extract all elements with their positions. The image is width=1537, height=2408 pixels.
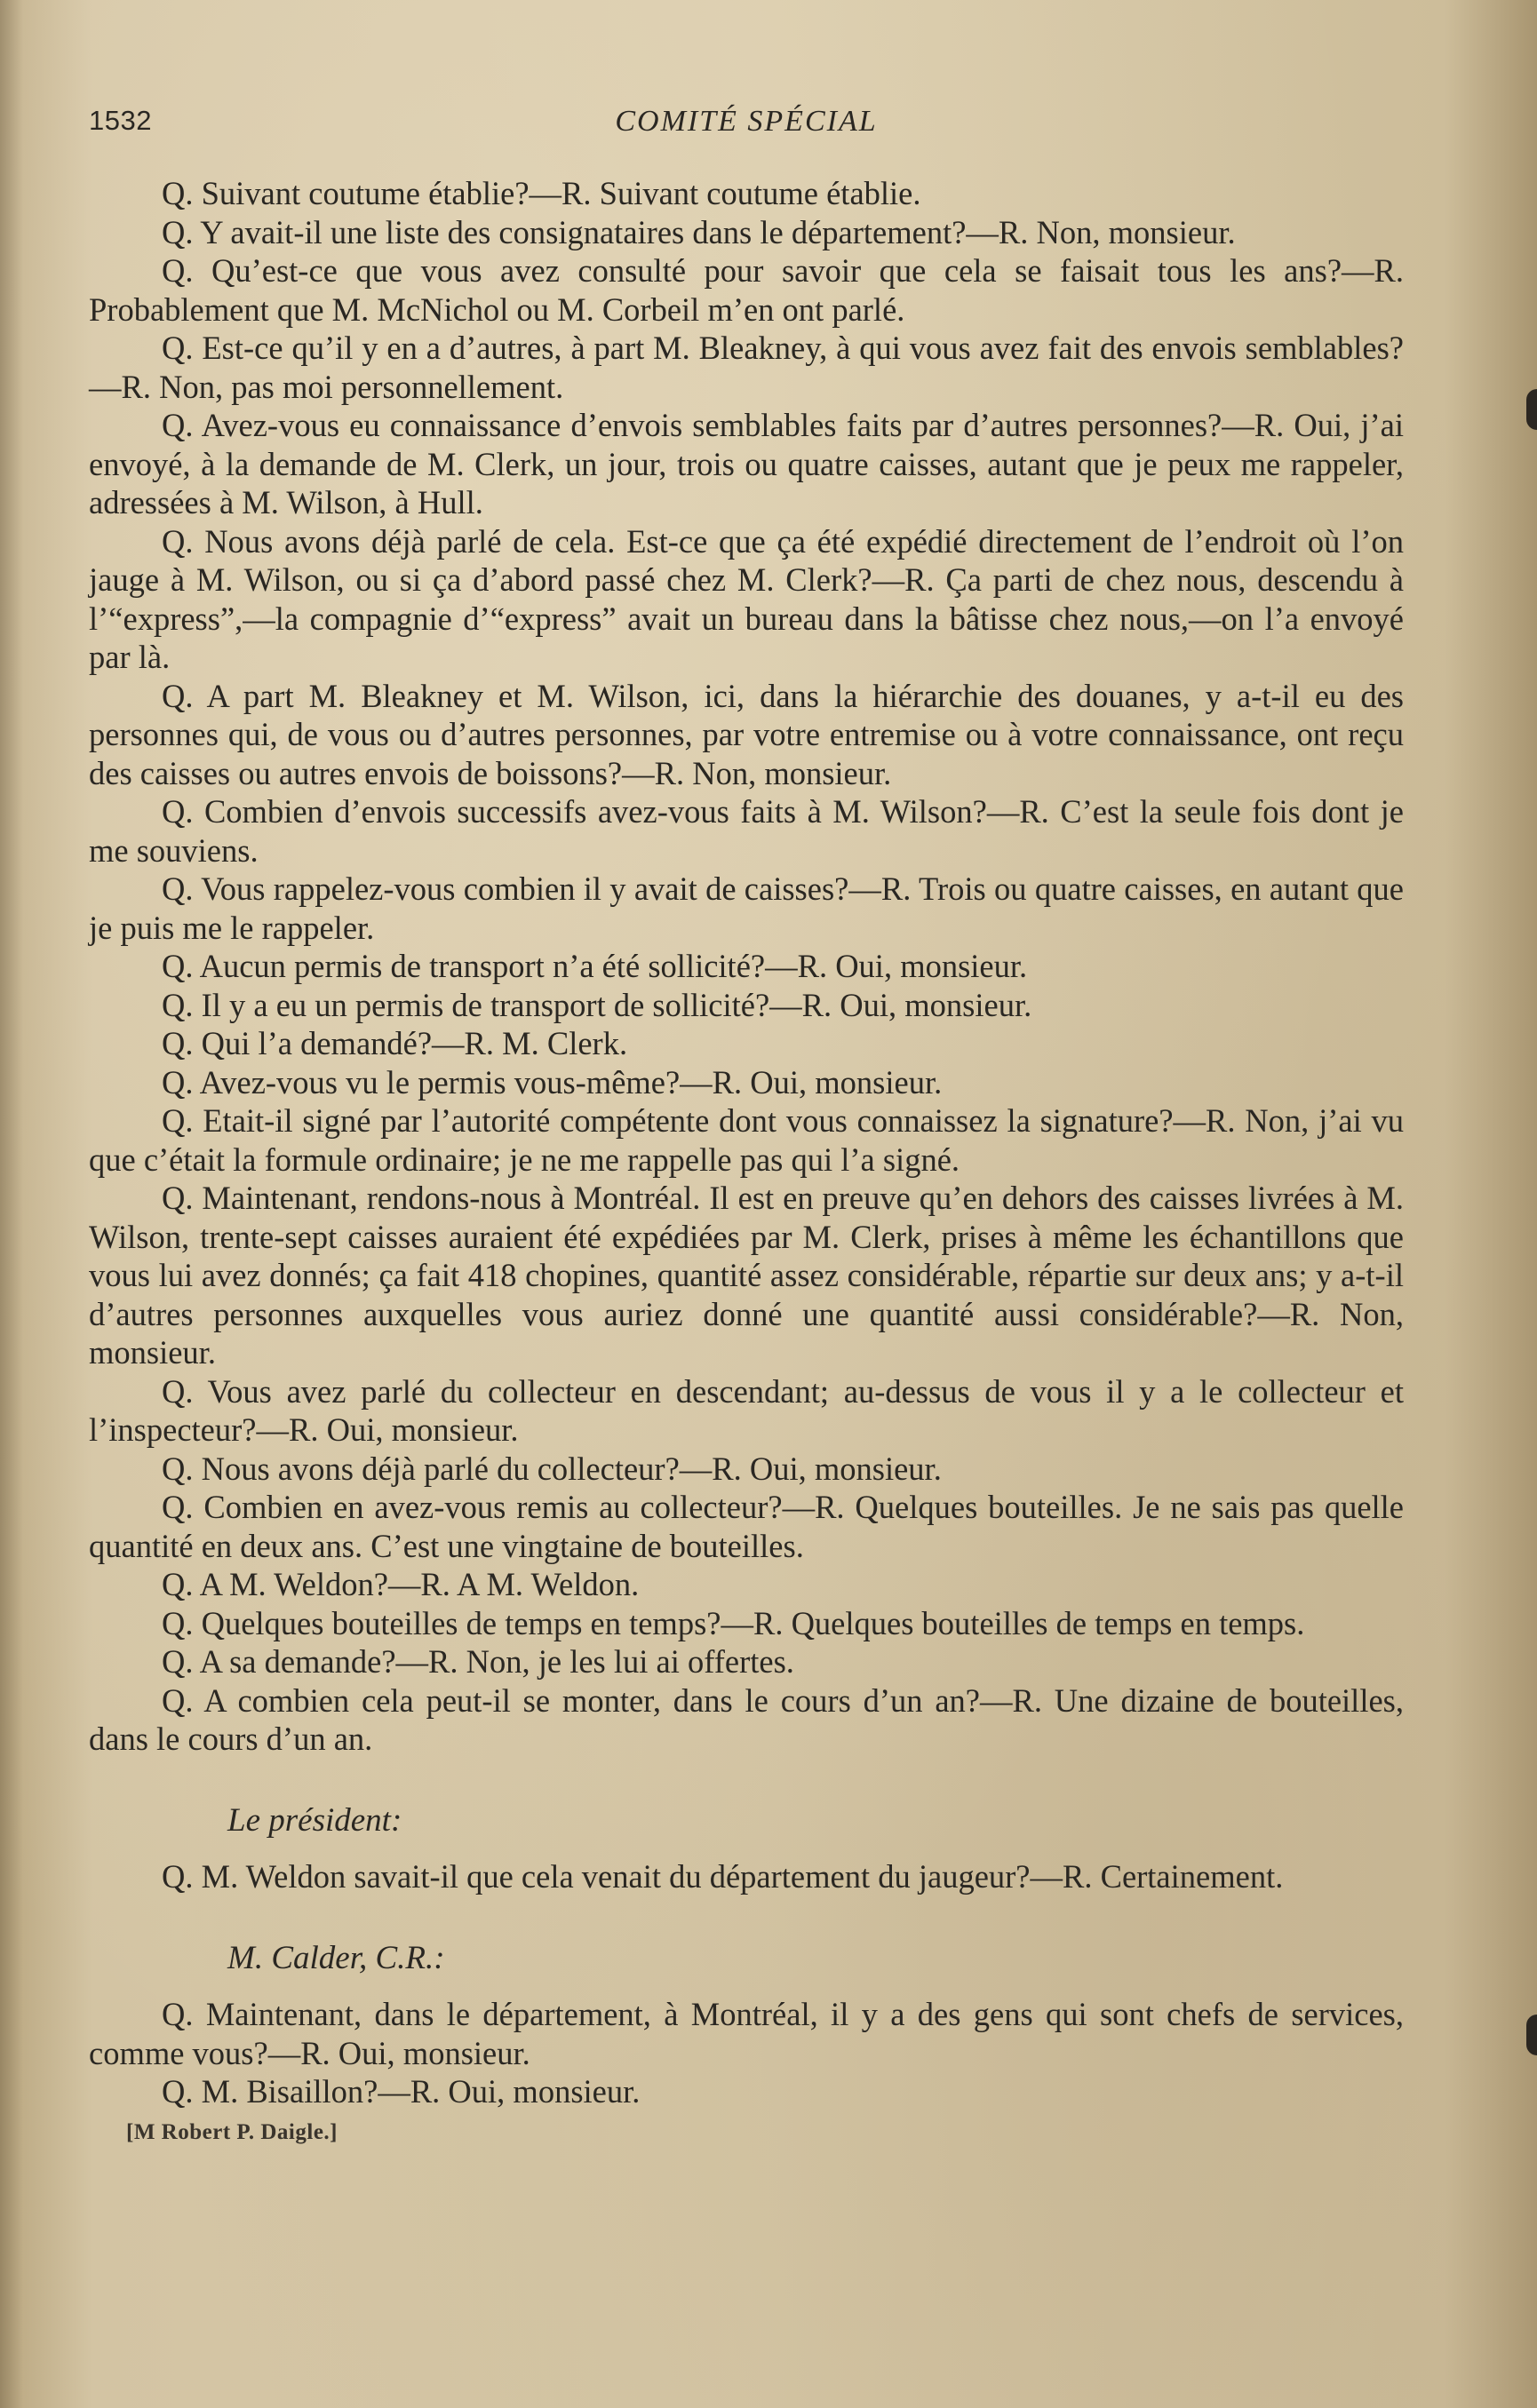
paragraph: Q. Etait-il signé par l’autorité compétente dont vous connaissez la signature?—R. Non, j’ai vu que c’était la formule ordinaire; je ne me rappelle pas qui l’a signé. [89, 1102, 1404, 1178]
paragraph: Q. Suivant coutume établie?—R. Suivant coutume établie. [162, 175, 921, 211]
speaker-heading: Le président: [227, 1801, 402, 1839]
page-number: 1532 [89, 105, 152, 136]
paragraph: Q. Avez-vous eu connaissance d’envois semblables faits par d’autres personnes?—R. Oui, j’ai envoyé, à la demande de M. Clerk, un jour, trois ou quatre caisses, autant que je peux me rappeler, adressées à M. Wilson, à Hull. [89, 407, 1404, 521]
paragraph: Q. Vous rappelez-vous combien il y avait de caisses?—R. Trois ou quatre caisses, en autant que je puis me le rappeler. [89, 870, 1404, 946]
binding-edge-mark [1526, 389, 1537, 430]
page-header [89, 105, 1404, 149]
paragraph: Q. A combien cela peut-il se monter, dans le cours d’un an?—R. Une dizaine de bouteilles, dans le cours d’un an. [89, 1681, 1404, 1757]
paragraph: Q. Nous avons déjà parlé de cela. Est-ce que ça été expédié directement de l’endroit où l’on jauge à M. Wilson, ou si ça d’abord passé chez M. Clerk?—R. Ça parti de chez nous, descendu à l’“express”,—la compagnie d’“express” avait un bureau dans la bâtisse chez nous,—on l’a envoyé par là. [89, 522, 1404, 675]
paragraph: Q. Maintenant, rendons-nous à Montréal. Il est en preuve qu’en dehors des caisses livrées à M. Wilson, trente-sept caisses auraient été expédiées par M. Clerk, prises à même les échantillons que vous lui avez donnés; ça fait 418 chopines, quantité assez considérable, répartie sur deux ans; y a-t-il d’autres personnes auxquelles vous auriez donné une quantité aussi considérable?—R. Non, monsieur. [89, 1180, 1404, 1371]
paragraph: Q. Vous avez parlé du collecteur en descendant; au-dessus de vous il y a le collecteur et l’inspecteur?—R. Oui, monsieur. [89, 1372, 1404, 1448]
paragraph: Q. Nous avons déjà parlé du collecteur?—R. Oui, monsieur. [162, 1450, 942, 1487]
paragraph: Q. Qui l’a demandé?—R. M. Clerk. [162, 1025, 628, 1061]
paragraph: Q. Avez-vous vu le permis vous-même?—R. Oui, monsieur. [162, 1063, 943, 1101]
speaker-heading: M. Calder, C.R.: [227, 1939, 445, 1976]
running-head: COMITÉ SPÉCIAL [615, 105, 878, 138]
binding-edge-mark [1526, 2015, 1537, 2055]
paragraph: Q. Combien en avez-vous remis au collecteur?—R. Quelques bouteilles. Je ne sais pas quelle quantité en deux ans. C’est une vingtaine de bouteilles. [89, 1489, 1404, 1564]
paragraph: Q. Il y a eu un permis de transport de sollicité?—R. Oui, monsieur. [162, 986, 1032, 1023]
paragraph: Q. Quelques bouteilles de temps en temps?—R. Quelques bouteilles de temps en temps. [162, 1604, 1305, 1641]
paragraph: Q. A part M. Bleakney et M. Wilson, ici, dans la hiérarchie des douanes, y a-t-il eu des personnes qui, de vous ou d’autres personnes, par votre entremise ou à votre connaissance, ont reçu des caisses ou autres envois de boissons?—R. Non, monsieur. [89, 677, 1404, 791]
paragraph: Q. Y avait-il une liste des consignataires dans le département?—R. Non, monsieur. [162, 213, 1236, 250]
paragraph: Q. Qu’est-ce que vous avez consulté pour savoir que cela se faisait tous les ans?—R. Probablement que M. McNichol ou M. Corbeil m’en ont parlé. [89, 252, 1404, 328]
paragraph: Q. A sa demande?—R. Non, je les lui ai offertes. [162, 1643, 794, 1680]
paragraph: Q. M. Bisaillon?—R. Oui, monsieur. [162, 2073, 641, 2110]
paragraph: Q. Est-ce qu’il y en a d’autres, à part M. Bleakney, à qui vous avez fait des envois semblables?—R. Non, pas moi personnellement. [89, 330, 1404, 405]
paragraph: Q. Aucun permis de transport n’a été sollicité?—R. Oui, monsieur. [162, 948, 1028, 984]
paragraph: Q. Combien d’envois successifs avez-vous faits à M. Wilson?—R. C’est la seule fois dont je me souviens. [89, 793, 1404, 869]
body-text [89, 174, 1404, 2145]
paragraph: Q. A M. Weldon?—R. A M. Weldon. [162, 1566, 640, 1602]
footer-tag: [M Robert P. Daigle.] [126, 2119, 338, 2144]
paragraph: Q. M. Weldon savait-il que cela venait du département du jaugeur?—R. Certainement. [162, 1858, 1284, 1895]
paragraph: Q. Maintenant, dans le département, à Montréal, il y a des gens qui sont chefs de services, comme vous?—R. Oui, monsieur. [89, 1996, 1404, 2071]
